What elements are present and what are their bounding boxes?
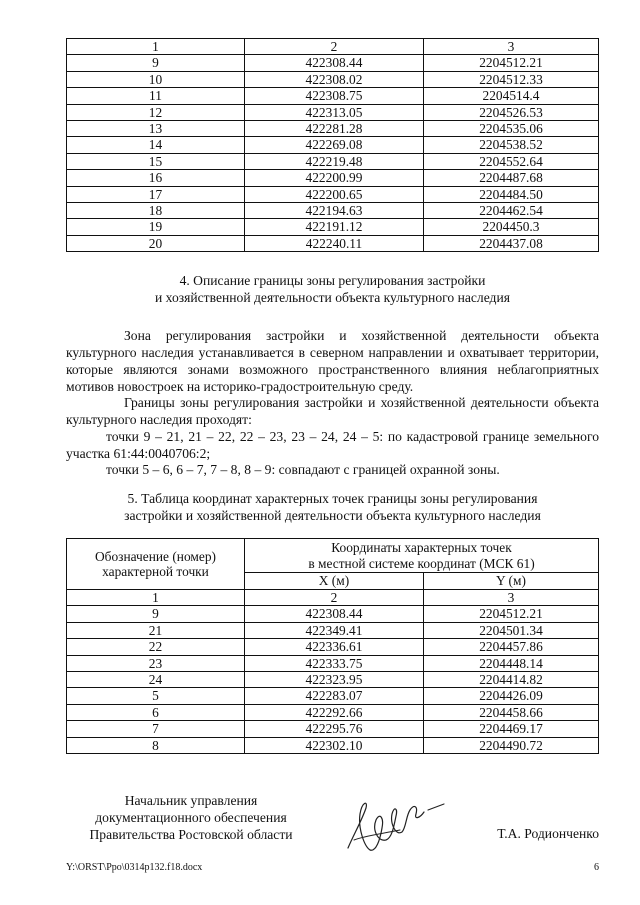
heading-line: 4. Описание границы зоны регулирования застройки: [179, 273, 486, 288]
table-cell: 2204469.17: [424, 721, 599, 737]
table-cell: 2204457.86: [424, 639, 599, 655]
boundary-paragraph: Границы зоны регулирования застройки и хозяйственной деятельности объекта культурного наследия проходят:: [66, 395, 599, 427]
table-cell: 1: [67, 590, 245, 606]
table-row: [67, 186, 599, 202]
table-cell: 16: [67, 170, 245, 186]
coordinates-table-continued: [66, 38, 599, 252]
table-cell: 5: [67, 688, 245, 704]
table-row: [67, 71, 599, 87]
table-cell: 2204462.54: [424, 202, 599, 218]
heading-line: 5. Таблица координат характерных точек границы зоны регулирования: [127, 491, 538, 506]
handwritten-signature: [340, 790, 450, 860]
table-cell: 2: [245, 590, 424, 606]
table-cell: 20: [67, 235, 245, 251]
points-cadastral-paragraph: точки 9 – 21, 21 – 22, 22 – 23, 23 – 24, 24 – 5: по кадастровой границе земельного участка 61:44:0040706:2;: [66, 429, 599, 461]
table-cell: 422349.41: [245, 622, 424, 638]
section-4-heading: [66, 272, 599, 306]
table-cell: 2204426.09: [424, 688, 599, 704]
table-cell: 3: [424, 39, 599, 55]
table-cell: 2204487.68: [424, 170, 599, 186]
heading-line: застройки и хозяйственной деятельности объекта культурного наследия: [124, 508, 541, 523]
table-row: [67, 622, 599, 638]
table-cell: 19: [67, 219, 245, 235]
table-cell: 15: [67, 153, 245, 169]
table-row: [67, 170, 599, 186]
table-cell: 2204484.50: [424, 186, 599, 202]
header-line: характерной точки: [102, 564, 209, 579]
table-row: [67, 55, 599, 71]
table-cell: 10: [67, 71, 245, 87]
table-cell: 2204512.21: [424, 606, 599, 622]
table-cell: 422308.44: [245, 606, 424, 622]
table-cell: 2204501.34: [424, 622, 599, 638]
table-cell: 422219.48: [245, 153, 424, 169]
table-cell: 2204535.06: [424, 120, 599, 136]
table-cell: 9: [67, 606, 245, 622]
table-cell: 422200.65: [245, 186, 424, 202]
coordinates-header: [245, 539, 599, 573]
header-line: Координаты характерных точек: [331, 540, 512, 556]
table-row: [67, 153, 599, 169]
table-cell: 2204526.53: [424, 104, 599, 120]
table-row: [67, 639, 599, 655]
table-row: [67, 104, 599, 120]
table-cell: 2204552.64: [424, 153, 599, 169]
table-row: [67, 655, 599, 671]
table-row: [67, 88, 599, 104]
table-cell: 2204514.4: [424, 88, 599, 104]
point-number-header: [67, 539, 245, 590]
table-cell: 2204458.66: [424, 704, 599, 720]
table-cell: 3: [424, 590, 599, 606]
header-line: в местной системе координат (МСК 61): [308, 555, 535, 571]
table-cell: 422194.63: [245, 202, 424, 218]
table-cell: 2204450.3: [424, 219, 599, 235]
table-cell: 422333.75: [245, 655, 424, 671]
table-cell: 1: [67, 39, 245, 55]
table-cell: 422292.66: [245, 704, 424, 720]
title-line: документационного обеспечения: [95, 810, 287, 825]
table-row: [67, 137, 599, 153]
table-cell: 422308.75: [245, 88, 424, 104]
title-line: Начальник управления: [124, 793, 258, 808]
table-cell: 14: [67, 137, 245, 153]
table-cell: 422240.11: [245, 235, 424, 251]
points-protection-paragraph: точки 5 – 6, 6 – 7, 7 – 8, 8 – 9: совпадают с границей охранной зоны.: [106, 462, 500, 477]
table-row: [67, 219, 599, 235]
header-line: Обозначение (номер): [95, 548, 216, 564]
page-number: 6: [594, 862, 599, 873]
signatory-title: [66, 792, 316, 843]
table-cell: 422200.99: [245, 170, 424, 186]
table-cell: 7: [67, 721, 245, 737]
section-5-heading: [66, 490, 599, 524]
table-cell: 422191.12: [245, 219, 424, 235]
table-row: [67, 737, 599, 753]
table-cell: 2204448.14: [424, 655, 599, 671]
table-cell: 23: [67, 655, 245, 671]
title-line: Правительства Ростовской области: [89, 827, 293, 842]
table-cell: 17: [67, 186, 245, 202]
table-row: [67, 671, 599, 687]
table-cell: 2204437.08: [424, 235, 599, 251]
table-cell: 2204414.82: [424, 671, 599, 687]
table-cell: 422295.76: [245, 721, 424, 737]
table-cell: 24: [67, 671, 245, 687]
table-cell: 21: [67, 622, 245, 638]
table-row: [67, 606, 599, 622]
y-header: Y (м): [424, 573, 599, 590]
table-cell: 422308.02: [245, 71, 424, 87]
table-row: [67, 202, 599, 218]
zone-description-paragraph: Зона регулирования застройки и хозяйственной деятельности объекта культурного наследия устанавливается в северном направлении и охватывает территории, которые являются зонами возможного пространственного влияния неблагоприятных мотивов новостроек на историко-градостроительную среду.: [66, 328, 599, 394]
table-cell: 13: [67, 120, 245, 136]
table-cell: 12: [67, 104, 245, 120]
table-row: [67, 120, 599, 136]
table-cell: 422302.10: [245, 737, 424, 753]
table-cell: 2204538.52: [424, 137, 599, 153]
table-cell: 422336.61: [245, 639, 424, 655]
table-numbering-row: [67, 39, 599, 55]
table-numbering-row: [67, 590, 599, 606]
table-cell: 11: [67, 88, 245, 104]
zone-coordinates-table: [66, 538, 599, 754]
table-row: [67, 688, 599, 704]
table-header-row: [67, 539, 599, 573]
table-cell: 422283.07: [245, 688, 424, 704]
table-cell: 422308.44: [245, 55, 424, 71]
table-row: [67, 704, 599, 720]
table-cell: 422313.05: [245, 104, 424, 120]
table-row: [67, 235, 599, 251]
table-cell: 422323.95: [245, 671, 424, 687]
table-cell: 422281.28: [245, 120, 424, 136]
table-cell: 2: [245, 39, 424, 55]
table-cell: 9: [67, 55, 245, 71]
signatory-name: Т.А. Родионченко: [497, 826, 599, 841]
table-row: [67, 721, 599, 737]
table-cell: 6: [67, 704, 245, 720]
table-cell: 2204490.72: [424, 737, 599, 753]
heading-line: и хозяйственной деятельности объекта культурного наследия: [155, 290, 510, 305]
table-cell: 8: [67, 737, 245, 753]
table-cell: 18: [67, 202, 245, 218]
file-path: Y:\ORST\Ppo\0314p132.f18.docx: [66, 862, 203, 873]
table-cell: 22: [67, 639, 245, 655]
table-cell: 2204512.33: [424, 71, 599, 87]
table-cell: 422269.08: [245, 137, 424, 153]
table-cell: 2204512.21: [424, 55, 599, 71]
x-header: X (м): [245, 573, 424, 590]
